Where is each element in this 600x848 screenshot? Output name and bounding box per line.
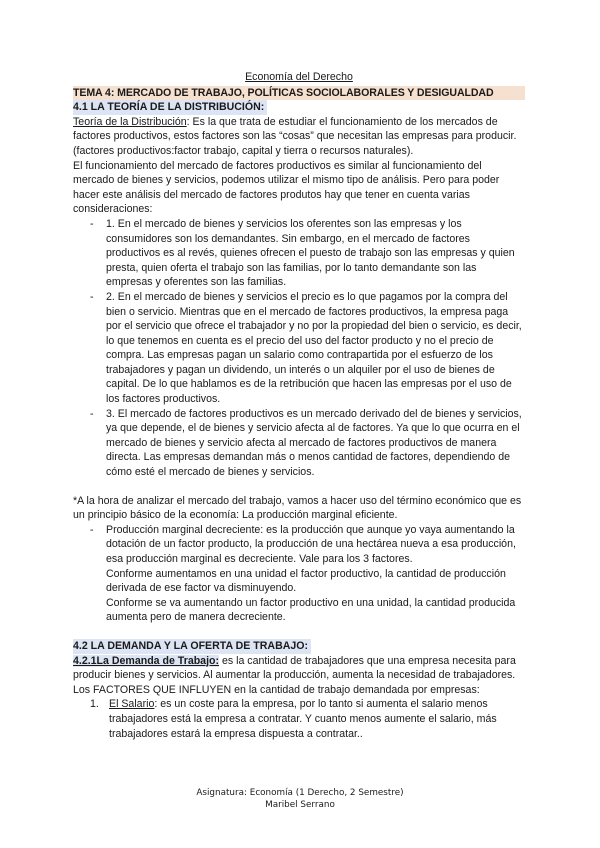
main-heading: TEMA 4: MERCADO DE TRABAJO, POLÍTICAS SOCIOLABORALES Y DESIGUALDAD: [73, 86, 525, 101]
considerations-intro: El funcionamiento del mercado de factores productivos es similar al funcionamiento del mercado de bienes y servicios, podemos utilizar el mismo tipo de análisis. Pero para poder hacer este análisis del mercado de factores produtos hay que tener en cuenta varias consideraciones:: [73, 159, 500, 216]
marginal-explanation-2: Conforme se va aumentando un factor productivo en una unidad, la cantidad producida aumenta pero de manera decreciente.: [106, 596, 516, 624]
marginal-note: *A la hora de analizar el mercado del trabajo, vamos a hacer uso del término económico que es un principio básico de la economía: La producción marginal eficiente.: [73, 494, 522, 522]
definition-paragraph: [73, 115, 525, 159]
demand-term: 4.2.1La Demanda de Trabajo:: [73, 654, 220, 667]
section-1-heading: 4.1 LA TEORÍA DE LA DISTRIBUCIÓN:: [73, 100, 267, 115]
consideration-2: - 2. En el mercado de bienes y servicios el precio es lo que pagamos por la compra del bien o servicio. Mientras que en el mercado de factores productivos, la empresa paga por el servicio que ofrece el trabajador y no por la propiedad del bien o servicio, es decir, lo que tenemos en cuenta es el precio del uso del factor producto y no el precio de compra. Las empresas pagan un salario como contrapartida por el esfuerzo de los trabajadores y pagan un dividendo, un interés o un alquiler por el uso de bienes de capital. De lo que hablamos es de la retribución que hacen las empresas por el uso de los factores productivos.: [73, 290, 525, 407]
consideration-1: - 1. En el mercado de bienes y servicios los oferentes son las empresas y los consumidores son los demandantes. Sin embargo, en el mercado de factores productivos es al revés, quienes ofrecen el puesto de trabajo son las empresas y quien presta, quien oferta el trabajo son las familias, por lo tanto demandante son las empresas y oferentes son las familias.: [73, 217, 525, 290]
marginal-explanation-1: Conforme aumentamos en una unidad el factor productivo, la cantidad de producción derivada de ese factor va disminuyendo.: [106, 567, 506, 595]
factor-number: 1.: [90, 698, 99, 711]
definition-term: Teoría de la Distribución: [73, 115, 187, 128]
marginal-definition: - Producción marginal decreciente: es la producción que aunque yo vaya aumentando la dotación de un factor producto, la producción de una hectárea nueva a esa producción, esa producción marginal es decreciente. Vale para los 3 factores.: [106, 523, 516, 565]
factors-intro: Los FACTORES QUE INFLUYEN en la cantidad de trabajo demandada por empresas:: [73, 683, 480, 696]
page-footer: [0, 787, 600, 811]
marginal-item: [73, 523, 525, 625]
footer-subject: Asignatura: Economía (1 Derecho, 2 Semestre): [196, 788, 404, 798]
footer-author: Maribel Serrano: [265, 800, 335, 810]
considerations-list: [73, 217, 525, 480]
consideration-3: - 3. El mercado de factores productivos es un mercado derivado del de bienes y servicios, ya que depende, el de bienes y servicio afecta al de factores. Ya que lo que ocurra en el mercado de bienes y servicio afecta al mercado de factores productivos de manera directa. Las empresas demandan más o menos cantidad de factores, dependiendo de cómo esté el mercado de bienes y servicios.: [73, 407, 525, 480]
marginal-list: [73, 523, 525, 625]
demand-paragraph: [73, 654, 525, 683]
document-page: [73, 70, 525, 741]
definition-text: : Es la que trata de estudiar el funcionamiento de los mercados de factores productivos, estos factores son las “cosas” que necesitan las empresas para producir. (factores productivos:factor trabajo, capital y tierra o recursos naturales).: [73, 115, 517, 157]
factor-item: [73, 697, 525, 741]
document-title: Economía del Derecho: [245, 71, 353, 83]
factor-term: El Salario: [109, 698, 155, 711]
factor-text: : es un coste para la empresa, por lo tanto si aumenta el salario menos trabajadores está la empresa a contratar. Y cuanto menos aumente el salario, más trabajadores estará la empresa dispuesta a contratar..: [109, 698, 497, 740]
section-2-heading: 4.2 LA DEMANDA Y LA OFERTA DE TRABAJO:: [73, 639, 311, 654]
factors-list: [73, 697, 525, 741]
demand-text: es la cantidad de trabajadores que una empresa necesita para producir bienes y servicios. Al aumentar la producción, aumenta la necesidad de trabajadores.: [73, 654, 516, 682]
